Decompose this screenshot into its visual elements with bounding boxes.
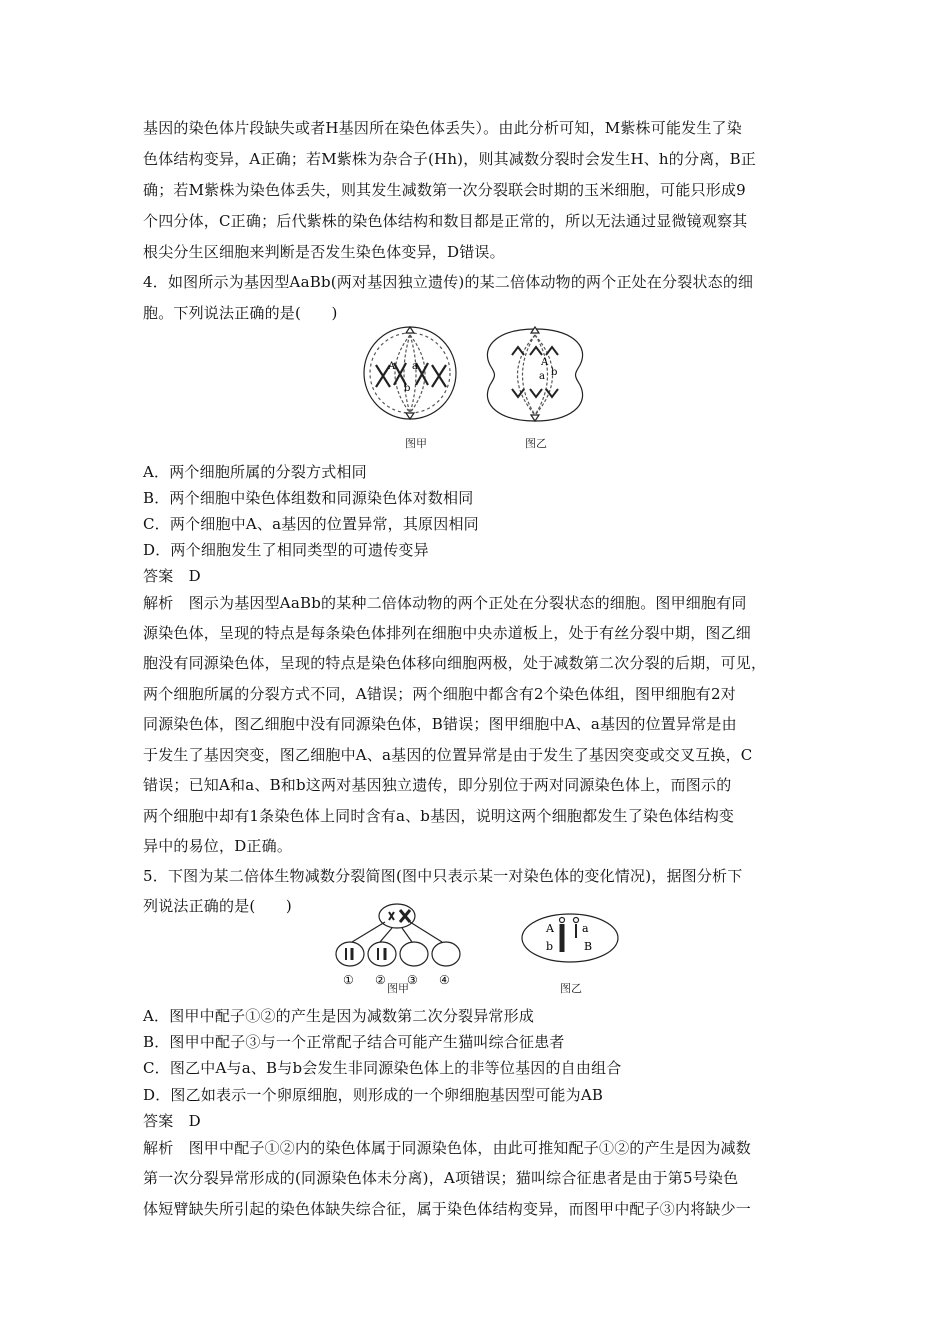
q4-option-a: A．两个细胞所属的分裂方式相同 — [143, 463, 367, 481]
gene-a-label-yi: a — [539, 371, 545, 382]
q5-option-c: C．图乙中A与a、B与b会发生非同源染色体上的非等位基因的自由组合 — [143, 1059, 622, 1077]
q4-option-b: B．两个细胞中染色体组数和同源染色体对数相同 — [143, 489, 474, 507]
prev-paragraph-line: 个四分体，C正确；后代紫株的染色体结构和数目都是正常的，所以无法通过显微镜观察其 — [143, 212, 748, 230]
q5-analysis-line: 第一次分裂异常形成的(同源染色体未分离)，A项错误；猫叫综合征患者是由于第5号染色 — [143, 1169, 739, 1187]
gene-A-label-yi: A — [541, 357, 549, 368]
q4-figure — [360, 325, 600, 450]
prev-paragraph-line: 根尖分生区细胞来判断是否发生染色体变异，D错误。 — [143, 243, 505, 261]
cell-yi-diagram — [487, 327, 582, 421]
gene-a-label: a — [582, 922, 589, 935]
q4-stem: 4．如图所示为基因型AaBb(两对基因独立遗传)的某二倍体动物的两个正处在分裂状态的细 — [143, 273, 754, 291]
meiosis-diagram-jia — [336, 904, 460, 966]
q4-analysis-line: 两个细胞中却有1条染色体上同时含有a、b基因，说明这两个细胞都发生了染色体结构变 — [143, 807, 735, 825]
q5-stem: 列说法正确的是( ) — [143, 897, 292, 915]
q4-analysis-line: 胞没有同源染色体，呈现的特点是染色体移向细胞两极，处于减数第二次分裂的后期，可见， — [143, 654, 767, 672]
q4-analysis-line: 同源染色体，图乙细胞中没有同源染色体，B错误；图甲细胞中A、a基因的位置异常是由 — [143, 715, 737, 733]
q4-analysis-line: 错误；已知A和a、B和b这两对基因独立遗传，即分别位于两对同源染色体上，而图示的 — [143, 776, 732, 794]
q5-figure — [330, 898, 630, 998]
cell-jia-diagram — [364, 327, 456, 419]
q5-stem: 5．下图为某二倍体生物减数分裂简图(图中只表示某一对染色体的变化情况)，据图分析下 — [143, 867, 743, 885]
gene-a-label: a — [412, 361, 418, 372]
gamete-1-label: ① — [343, 973, 354, 987]
q4-analysis-line: 两个细胞所属的分裂方式不同，A错误；两个细胞中都含有2个染色体组，图甲细胞有2对 — [143, 685, 736, 703]
gamete-3-label: ③ — [407, 973, 418, 987]
q4-analysis-line: 于发生了基因突变，图乙细胞中A、a基因的位置异常是由于发生了基因突变或交叉互换，C — [143, 746, 753, 764]
cell-diagram-yi — [522, 914, 618, 962]
q5-option-a: A．图甲中配子①②的产生是因为减数第二次分裂异常形成 — [143, 1007, 535, 1025]
q4-analysis-line: 异中的易位，D正确。 — [143, 837, 293, 855]
gene-B-label: B — [584, 940, 593, 953]
gamete-2-label: ② — [375, 973, 386, 987]
prev-paragraph-line: 基因的染色体片段缺失或者H基因所在染色体丢失）。由此分析可知，M紫株可能发生了染 — [143, 119, 742, 137]
q4-stem: 胞。下列说法正确的是( ) — [143, 304, 338, 322]
q5-figure-caption-jia: 图甲 — [387, 982, 409, 995]
gene-A-label: A — [546, 922, 554, 935]
q5-option-d: D．图乙如表示一个卵原细胞，则形成的一个卵细胞基因型可能为AB — [143, 1086, 604, 1104]
gene-A-label: A — [388, 361, 396, 372]
q4-figure-caption-yi: 图乙 — [525, 437, 547, 450]
q5-answer: 答案 D — [143, 1112, 201, 1130]
prev-paragraph-line: 确；若M紫株为染色体丢失，则其发生减数第一次分裂联会时期的玉米细胞，可能只形成9 — [143, 181, 746, 199]
q4-analysis-line: 源染色体，呈现的特点是每条染色体排列在细胞中央赤道板上，处于有丝分裂中期，图乙细 — [143, 624, 752, 642]
q5-analysis-line: 体短臂缺失所引起的染色体缺失综合征，属于染色体结构变异，而图甲中配子③内将缺少一 — [143, 1200, 752, 1218]
q4-option-c: C．两个细胞中A、a基因的位置异常，其原因相同 — [143, 515, 479, 533]
q5-figure-caption-yi: 图乙 — [560, 982, 582, 995]
q4-answer: 答案 D — [143, 567, 201, 585]
gamete-4-label: ④ — [439, 973, 450, 987]
gene-b-label-yi: b — [551, 367, 558, 378]
q5-option-b: B．图甲中配子③与一个正常配子结合可能产生猫叫综合征患者 — [143, 1033, 565, 1051]
q5-analysis-line: 解析 图甲中配子①②内的染色体属于同源染色体，由此可推知配子①②的产生是因为减数 — [143, 1139, 752, 1157]
q4-option-d: D．两个细胞发生了相同类型的可遗传变异 — [143, 541, 429, 559]
gene-b-label: b — [404, 383, 411, 394]
prev-paragraph-line: 色体结构变异，A正确；若M紫株为杂合子(Hh)，则其减数分裂时会发生H、h的分离，B正 — [143, 150, 757, 168]
q4-figure-caption-jia: 图甲 — [405, 437, 427, 450]
q4-analysis-line: 解析 图示为基因型AaBb的某种二倍体动物的两个正处在分裂状态的细胞。图甲细胞有同 — [143, 594, 747, 612]
gene-b-label: b — [546, 940, 554, 953]
